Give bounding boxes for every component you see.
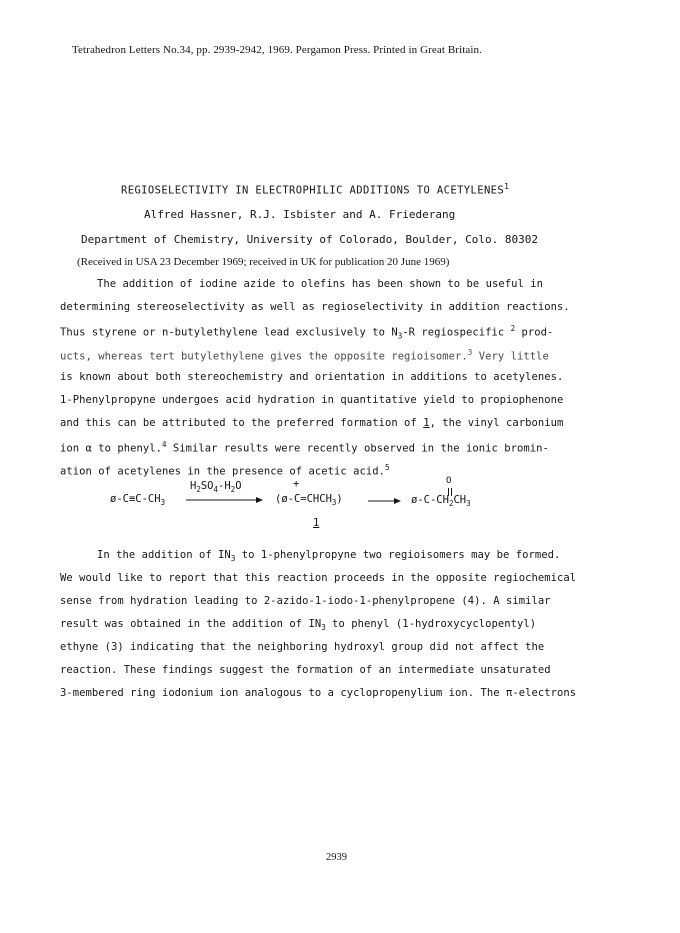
text-run: , the vinyl carbonium xyxy=(429,417,564,429)
footnote-marker: 2 xyxy=(510,324,516,333)
journal-citation-header: Tetrahedron Letters No.34, pp. 2939-2942, 1969. Pergamon Press. Printed in Great Britain. xyxy=(72,44,482,56)
paragraph-2-line-2: We would like to report that this reaction proceeds in the opposite regiochemical xyxy=(60,572,577,584)
footnote-marker: 5 xyxy=(384,463,390,472)
text-run: Thus styrene or n-butylethylene lead exclusively to N xyxy=(60,326,398,339)
author-list: Alfred Hassner, R.J. Isbister and A. Friederang xyxy=(144,208,456,221)
text-run: prod- xyxy=(515,326,554,339)
formula-text: O xyxy=(235,480,242,492)
reagent-sulfuric-acid-water xyxy=(190,480,242,494)
paragraph-1-line-3 xyxy=(60,324,553,341)
paragraph-1-line-8 xyxy=(60,440,549,455)
paragraph-1-line-7 xyxy=(60,417,563,429)
text-run: -R regiospecific xyxy=(402,326,511,339)
paragraph-2-line-4 xyxy=(60,618,536,632)
reaction-arrow-1-head xyxy=(256,497,263,503)
paragraph-2-line-7: 3-membered ring iodonium ion analogous to a cyclopropenylium ion. The π-electrons xyxy=(60,687,577,699)
received-dates: (Received in USA 23 December 1969; received in UK for publication 20 June 1969) xyxy=(77,256,450,268)
formula-text: -H xyxy=(218,480,231,492)
reactant-phenylpropyne xyxy=(110,493,165,507)
paragraph-1-line-6: 1-Phenylpropyne undergoes acid hydration in quantitative yield to propiophenone xyxy=(60,394,564,406)
paragraph-1-line-1: The addition of iodine azide to olefins has been shown to be useful in xyxy=(97,278,544,290)
product-propiophenone xyxy=(411,494,471,508)
text-run: to phenyl (1-hydroxycyclopentyl) xyxy=(325,618,537,630)
subscript: 3 xyxy=(331,498,337,508)
subscript: 2 xyxy=(448,499,454,509)
carbonyl-oxygen: O xyxy=(446,476,452,486)
subscript: 2 xyxy=(196,485,201,495)
paragraph-2-line-3: sense from hydration leading to 2-azido-1-iodo-1-phenylpropene (4). A similar xyxy=(60,595,551,607)
text-run: Very little xyxy=(472,350,549,363)
intermediate-label: 1 xyxy=(313,517,320,529)
formula-text: (ø-C=CHCH xyxy=(275,493,332,505)
paragraph-1-line-4 xyxy=(60,348,549,363)
text-run: ucts, whereas tert butylethylene gives the opposite regioisomer. xyxy=(60,350,468,363)
article-title xyxy=(121,182,509,197)
subscript: 3 xyxy=(397,331,403,341)
footnote-marker: 3 xyxy=(467,348,473,357)
subscript: 2 xyxy=(230,485,236,495)
paragraph-2-line-6: reaction. These findings suggest the formation of an intermediate unsaturated xyxy=(60,664,551,676)
paragraph-1-line-5: is known about both stereochemistry and orientation in additions to acetylenes. xyxy=(60,371,564,383)
formula-text: CH xyxy=(453,494,467,506)
page-number: 2939 xyxy=(326,852,347,863)
formula-text: ) xyxy=(336,493,343,505)
hydration-reaction-scheme xyxy=(0,476,680,536)
subscript: 3 xyxy=(466,499,471,509)
carbocation-charge: + xyxy=(293,478,300,490)
formula-text: ø-C-CH xyxy=(411,494,449,506)
reaction-arrow-2-head xyxy=(394,498,401,504)
paragraph-2-line-5: ethyne (3) indicating that the neighboring hydroxyl group did not affect the xyxy=(60,641,545,653)
article-title-text: REGIOSELECTIVITY IN ELECTROPHILIC ADDITIONS TO ACETYLENES xyxy=(121,184,505,197)
affiliation: Department of Chemistry, University of Colorado, Boulder, Colo. 80302 xyxy=(81,233,538,246)
title-footnote-marker: 1 xyxy=(504,182,510,191)
text-run: Similar results were recently observed in the ionic bromin- xyxy=(166,442,549,455)
paragraph-2-line-1 xyxy=(97,549,560,563)
text-run: and this can be attributed to the preferred formation of xyxy=(60,417,424,429)
text-run: result was obtained in the addition of IN xyxy=(60,618,322,630)
text-run: In the addition of IN xyxy=(97,549,231,561)
text-run: to 1-phenylpropyne two regioisomers may be formed. xyxy=(235,549,561,561)
text-run: ation of acetylenes in the presence of acetic acid. xyxy=(60,465,385,478)
subscript: 3 xyxy=(321,623,326,633)
formula-text: SO xyxy=(200,480,214,492)
paragraph-1-line-2: determining stereoselectivity as well as regioselectivity in addition reactions. xyxy=(60,301,570,313)
vinyl-cation-intermediate xyxy=(275,493,343,507)
text-run: ion α to phenyl. xyxy=(60,442,162,455)
subscript: 3 xyxy=(230,554,236,564)
compound-label: 1 xyxy=(423,417,430,429)
formula-text: ø-C≡C-CH xyxy=(110,493,161,505)
footnote-marker: 4 xyxy=(161,440,167,449)
subscript: 4 xyxy=(213,485,219,495)
subscript: 3 xyxy=(160,498,166,508)
formula-text: H xyxy=(190,480,197,492)
